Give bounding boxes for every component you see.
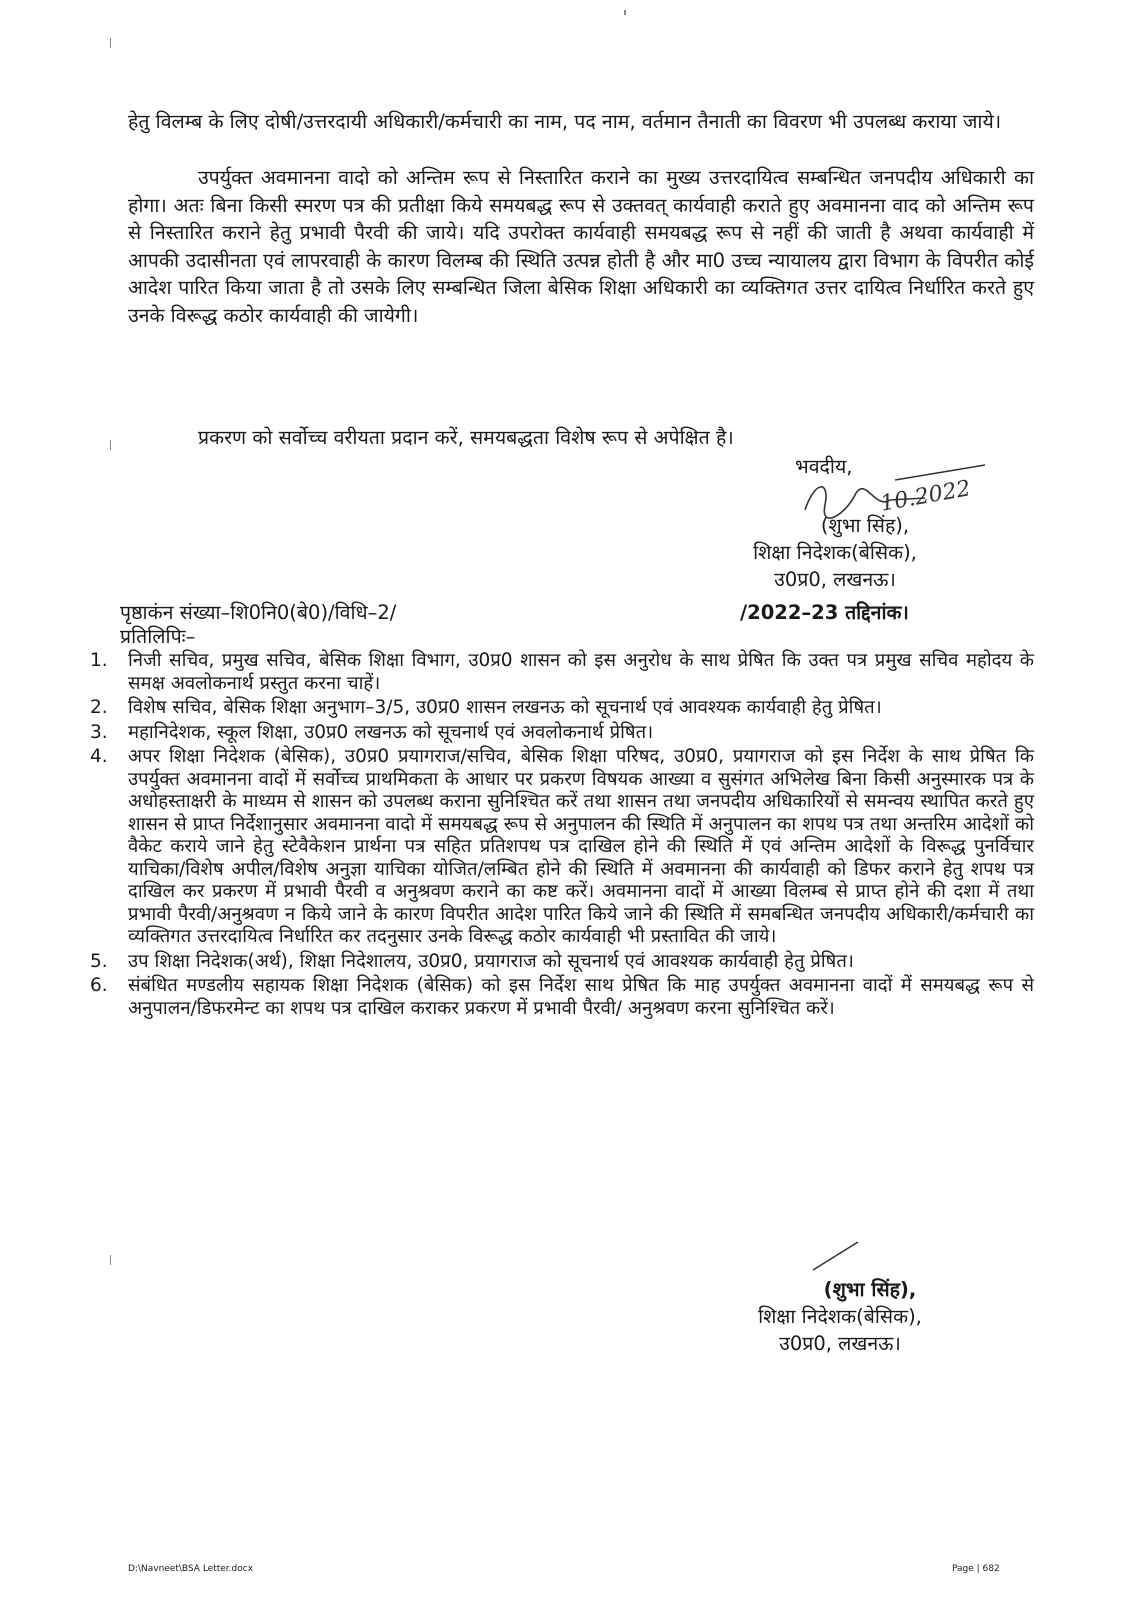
signatory-name: (शुभा सिंह), xyxy=(823,1278,917,1301)
signatory-designation: शिक्षा निदेशक(बेसिक), xyxy=(758,1305,922,1328)
copy-label: प्रतिलिपिः– xyxy=(120,625,196,648)
signatory-location: उ0प्र0, लखनऊ। xyxy=(779,1332,901,1355)
scan-mark xyxy=(624,10,626,15)
body-paragraph-2: उपर्युक्त अवमानना वादो को अन्तिम रूप से निस्तारित कराने का मुख्य उत्तरदायित्व सम्बन्धित जनपदीय अधिकारी का होगा। अतः बिना किसी स्मरण पत्र की प्रतीक्षा किये समयबद्ध रूप से उक्तवत् कार्यवाही कराते हुए अवमानना वाद को अन्तिम रूप से निस्तारित कराने हेतु प्रभावी पैरवी की जाये। यदि उपरोक्त कार्यवाही समयबद्ध रूप से नहीं की जाती है अथवा कार्यवाही में आपकी उदासीनता एवं लापरवाही के कारण विलम्ब की स्थिति उत्पन्न होती है और मा0 उच्च न्यायालय द्वारा विभाग के विपरीत कोई आदेश पारित किया जाता है तो उसके लिए सम्बन्धित जिला बेसिक शिक्षा अधिकारी का व्यक्तिगत उत्तर दायित्व निर्धारित करते हुए उनके विरूद्ध कठोर कार्यवाही की जायेगी। xyxy=(128,166,1034,327)
list-item xyxy=(90,722,1034,745)
scan-mark xyxy=(110,1255,111,1265)
list-item-number: 5. xyxy=(90,950,108,972)
signatory-designation: शिक्षा निदेशक(बेसिक), xyxy=(753,541,917,564)
footer-file-path: D:\Navneet\BSA Letter.docx xyxy=(128,1564,254,1574)
list-item-text: अपर शिक्षा निदेशक (बेसिक), उ0प्र0 प्रयागराज/सचिव, बेसिक शिक्षा परिषद, उ0प्र0, प्रयागराज को इस निर्देश के साथ प्रेषित कि उपर्युक्त अवमानना वादों में सर्वोच्च प्राथमिकता के आधार पर प्रकरण विषयक आख्या व सुसंगत अभिलेख बिना किसी अनुस्मारक पत्र के अधोहस्ताक्षरी के माध्यम से शासन को उपलब्ध कराना सुनिश्चित करें तथा शासन तथा जनपदीय अधिकारियों से समन्वय स्थापित करते हुए शासन से प्राप्त निर्देशानुसार अवमानना वादो में समयबद्ध रूप से अनुपालन की स्थिति में अनुपालन का शपथ पत्र तथा अन्तरिम आदेशों को वैकेट कराये जाने हेतु स्टेवैकेशन प्रार्थना पत्र सहित प्रतिशपथ पत्र दाखिल होने की स्थिति में एवं अन्तिम आदेशों के विरूद्ध पुनर्विचार याचिका/विशेष अपील/विशेष अनुज्ञा याचिका योजित/लम्बित होने की स्थिति में अवमानना की कार्यवाही को डिफर कराने हेतु शपथ पत्र दाखिल कर प्रकरण में प्रभावी पैरवी व अनुश्रवण कराने का कष्ट करें। अवमानना वादों में आख्या विलम्ब से प्राप्त होने की दशा में तथा प्रभावी पैरवी/अनुश्रवण न किये जाने के कारण विपरीत आदेश पारित किये जाने की स्थिति में समबन्धित जनपदीय अधिकारी/कर्मचारी का व्यक्तिगत उत्तरदायित्व निर्धारित कर तदनुसार उनके विरूद्ध कठोर कार्यवाही भी प्रस्तावित की जाये। xyxy=(128,746,1034,947)
scan-mark xyxy=(110,38,111,48)
closing-text: भवदीय, xyxy=(795,455,853,478)
handwritten-date: 10.2022 xyxy=(878,476,973,517)
list-item-number: 6. xyxy=(90,975,108,996)
body-paragraph-3: प्रकरण को सर्वोच्च वरीयता प्रदान करें, समयबद्धता विशेष रूप से अपेक्षित है। xyxy=(198,426,734,449)
endorsement-number: पृष्ठाकंन संख्या–शि0नि0(बे0)/विधि–2/ xyxy=(120,601,397,624)
list-item-text: महानिदेशक, स्कूल शिक्षा, उ0प्र0 लखनऊ को सूचनार्थ एवं अवलोकनार्थ प्रेषित। xyxy=(128,721,654,743)
list-item-number: 4. xyxy=(90,746,108,767)
signatory-name: (शुभा सिंह), xyxy=(820,514,910,537)
scan-mark xyxy=(110,440,111,450)
list-item xyxy=(90,951,1034,974)
signature-block-1 xyxy=(700,512,970,593)
list-item-number: 2. xyxy=(90,697,108,718)
list-item xyxy=(90,697,1034,720)
body-paragraph-1: हेतु विलम्ब के लिए दोषी/उत्तरदायी अधिकारी/कर्मचारी का नाम, पद नाम, वर्तमान तैनाती का विवरण भी उपलब्ध कराया जाये। xyxy=(128,110,1002,133)
list-item-text: निजी सचिव, प्रमुख सचिव, बेसिक शिक्षा विभाग, उ0प्र0 शासन को इस अनुरोध के साथ प्रेषित कि उक्त पत्र प्रमुख सचिव महोदय के समक्ष अवलोकनार्थ प्रस्तुत करना चाहें। xyxy=(128,650,1034,694)
list-item xyxy=(90,975,1034,1020)
signature-stroke xyxy=(808,1238,868,1278)
footer-page-number: Page | 682 xyxy=(952,1564,1000,1574)
copy-list xyxy=(90,650,1034,1022)
list-item xyxy=(90,746,1034,949)
endorsement-date: /2022–23 तद्दिनांक। xyxy=(740,601,909,624)
signature-block-2 xyxy=(705,1276,975,1357)
list-item-text: संबंधित मण्डलीय सहायक शिक्षा निदेशक (बेसिक) को इस निर्देश साथ प्रेषित कि माह उपर्युक्त अवमानना वादों में समयबद्ध रूप से अनुपालन/डिफरमेन्ट का शपथ पत्र दाखिल कराकर प्रकरण में प्रभावी पैरवी/ अनुश्रवण करना सुनिश्चित करें। xyxy=(128,975,1034,1019)
list-item-number: 3. xyxy=(90,721,108,743)
list-item-text: उप शिक्षा निदेशक(अर्थ), शिक्षा निदेशालय, उ0प्र0, प्रयागराज को सूचनार्थ एवं आवश्यक कार्यवाही हेतु प्रेषित। xyxy=(128,950,854,972)
list-item-text: विशेष सचिव, बेसिक शिक्षा अनुभाग–3/5, उ0प्र0 शासन लखनऊ को सूचनार्थ एवं आवश्यक कार्यवाही हेतु प्रेषित। xyxy=(128,697,882,718)
list-item-number: 1. xyxy=(90,650,108,671)
signatory-location: उ0प्र0, लखनऊ। xyxy=(774,568,896,591)
list-item xyxy=(90,650,1034,695)
